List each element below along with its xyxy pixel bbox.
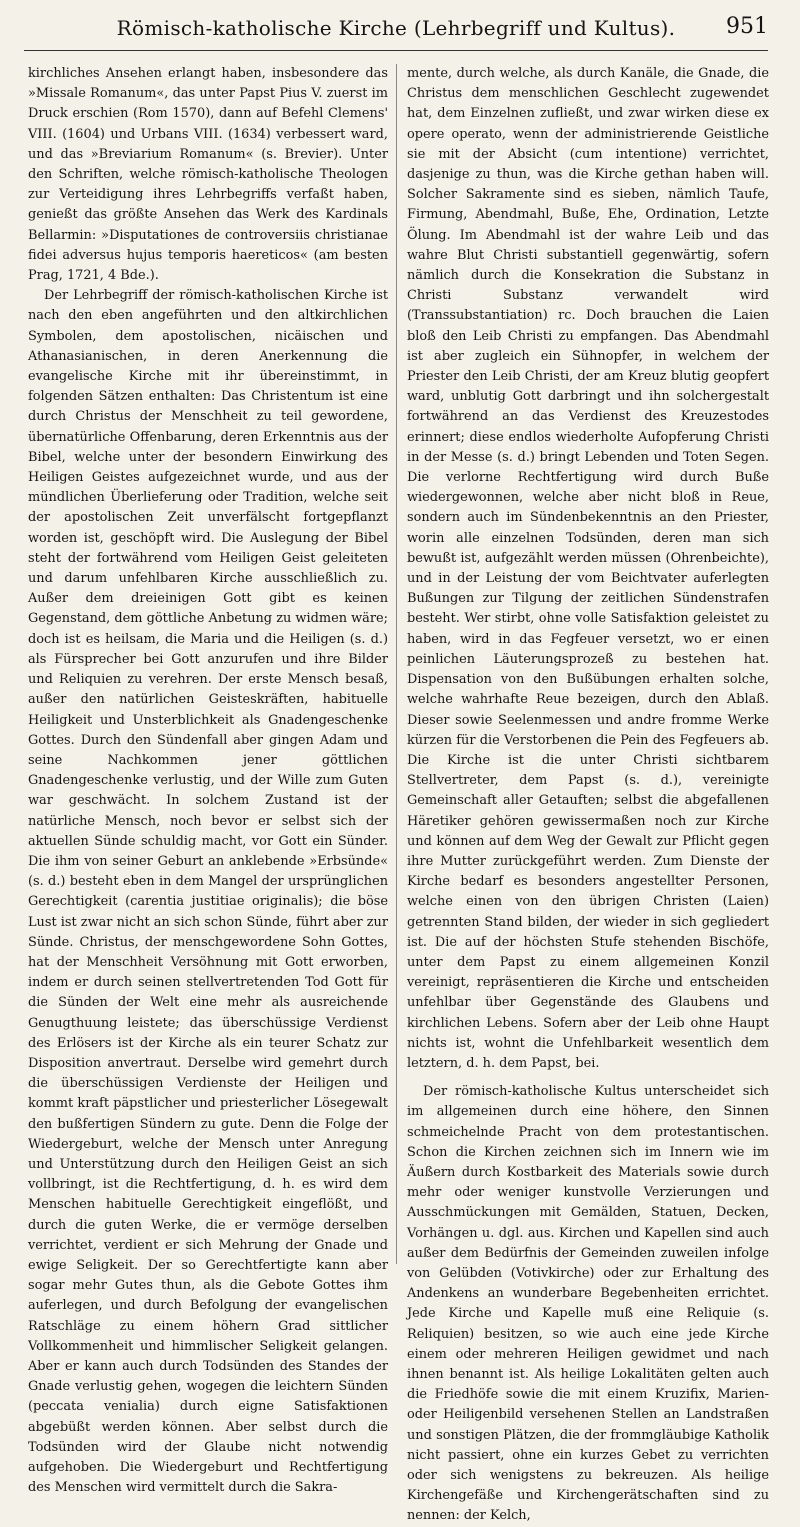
paragraph: Der Lehrbegriff der römisch-katholischen Kirche ist nach den eben angeführten und den altkirchlichen Symbolen, dem apostolischen, nicäischen und Athanasianischen, in deren Anerkennung die evangelische Kirche mit ihr übereinstimmt, in folgenden Sätzen enthalten: Das Christentum ist eine durch Christus der Menschheit zu teil gewordene, übernatürliche Offenbarung, deren Erkenntnis aus der Bibel, welche unter der besondern Einwirkung des Heiligen Geistes aufgezeichnet wurde, und aus der mündlichen Überlieferung oder Tradition, welche seit der apostolischen Zeit unverfälscht fortgepflanzt worden ist, geschöpft wird. Die Auslegung der Bibel steht der fortwährend vom Heiligen Geist geleiteten und darum unfehlbaren Kirche ausschließlich zu. Außer dem dreieinigen Gott gibt es keinen Gegenstand, dem göttliche Anbetung zu widmen wäre; doch ist es heilsam, die Maria und die Heiligen (s. d.) als Fürsprecher bei Gott anzurufen und ihre Bilder und Reliquien zu verehren. Der erste Mensch besaß, außer den natürlichen Geisteskräften, habituelle Heiligkeit und Unsterblichkeit als Gnadengeschenke Gottes. Durch den Sündenfall aber gingen Adam und seine Nachkommen jener göttlichen Gnadengeschenke verlustig, und der Wille zum Guten war geschwächt. In solchem Zustand ist der natürliche Mensch, noch bevor er selbst sich der aktuellen Sünde schuldig macht, vor Gott ein Sünder. Die ihm von seiner Geburt an anklebende »Erbsünde« (s. d.) besteht eben in dem Mangel der ursprünglichen Gerechtigkeit (carentia justitiae originalis); die böse Lust ist zwar nicht an sich schon Sünde, führt aber zur Sünde. Christus, der menschgewordene Sohn Gottes, hat der Menschheit Versöhnung mit Gott erworben, indem er durch seinen stellvertretenden Tod Gott für die Sünden der Welt eine mehr als ausreichende Genugthuung leistete; das überschüssige Verdienst des Erlösers ist der Kirche als ein teurer Schatz zur Disposition anvertraut. Derselbe wird gemehrt durch die überschüssigen Verdienste der Heiligen und kommt kraft päpstlicher und priesterlicher Lösegewalt den bußfertigen Sündern zu gute. Denn die Folge der Wiedergeburt, welche der Mensch unter Anregung und Unterstützung durch den Heiligen Geist an sich vollbringt, ist die Rechtfertigung, d. h. es wird dem Menschen habituelle Gerechtigkeit eingeflößt, und durch die guten Werke, die er vermöge derselben verrichtet, verdient er sich Mehrung der Gnade und ewige Seligkeit. Der so Gerechtfertigte kann aber sogar mehr Gutes thun, als die Gebote Gottes ihm auferlegen, und durch Befolgung der evangelischen Ratschläge zu einem höhern Grad sittlicher Vollkommenheit und himmlischer Seligkeit gelangen. Aber er kann auch durch Todsünden des Standes der Gnade verlustig gehen, wogegen die leichtern Sünden (peccata venialia) durch eigne Satisfaktionen abgebüßt werden können. Aber selbst durch die Todsünden wird der Glaube nicht notwendig aufgehoben. Die Wiedergeburt und Rechtfertigung des Menschen wird vermittelt durch die Sakra- (28, 288, 388, 1496)
running-header (24, 8, 768, 51)
paragraph: kirchliches Ansehen erlangt haben, insbesondere das »Missale Romanum«, das unter Papst Pius V. zuerst im Druck erschien (Rom 1570), dann auf Befehl Clemens' VIII. (1604) und Urbans VIII. (1634) verbessert ward, und das »Breviarium Romanum« (s. Brevier). Unter den Schriften, welche römisch-katholische Theologen zur Verteidigung ihres Lehrbegriffs verfaßt haben, genießt das größte Ansehen das Werk des Kardinals Bellarmin: »Disputationes de controversiis christianae fidei adversus hujus temporis haereticos« (am besten Prag, 1721, 4 Bde.). (28, 66, 388, 284)
page-title: Römisch-katholische Kirche (Lehrbegriff und Kultus). (116, 16, 676, 40)
page-number: 951 (726, 14, 768, 39)
paragraph: mente, durch welche, als durch Kanäle, die Gnade, die Christus dem menschlichen Geschlecht zugewendet hat, dem Einzelnen zufließt, und zwar wirken diese ex opere operato, wenn der administrierende Geistliche sie mit der Absicht (cum intentione) verrichtet, dasjenige zu thun, was die Kirche gethan haben will. Solcher Sakramente sind es sieben, nämlich Taufe, Firmung, Abendmahl, Buße, Ehe, Ordination, Letzte Ölung. Im Abendmahl ist der wahre Leib und das wahre Blut Christi substantiell gegenwärtig, sofern nämlich durch die Konsekration die Substanz in Christi Substanz verwandelt wird (Transsubstantiation) rc. Doch brauchen die Laien bloß den Leib Christi zu empfangen. Das Abendmahl ist aber zugleich ein Sühnopfer, in welchem der Priester den Leib Christi, der am Kreuz blutig geopfert ward, unblutig Gott darbringt und ihn solchergestalt fortwährend an das Verdienst des Kreuzestodes erinnert; diese endlos wiederholte Aufopferung Christi in der Messe (s. d.) bringt Lebenden und Toten Segen. Die verlorne Rechtfertigung wird durch Buße wiedergewonnen, welche aber nicht bloß in Reue, sondern auch im Sündenbekenntnis an den Priester, worin alle einzelnen Todsünden, deren man sich bewußt ist, aufgezählt werden müssen (Ohrenbeichte), und in der Leistung der vom Beichtvater auferlegten Bußungen zur Tilgung der zeitlichen Sündenstrafen besteht. Wer stirbt, ohne volle Satisfaktion geleistet zu haben, wird in das Fegfeuer versetzt, wo er einen peinlichen Läuterungsprozeß zu bestehen hat. Dispensation von den Bußübungen erhalten solche, welche wahrhafte Reue bezeigen, durch den Ablaß. Dieser sowie Seelenmessen und andre fromme Werke kürzen für die Verstorbenen die Pein des Fegfeuers ab. Die Kirche ist die unter Christi sichtbarem Stellvertreter, dem Papst (s. d.), vereinigte Gemeinschaft aller Getauften; selbst die abgefallenen Häretiker gehören gewissermaßen noch zur Kirche und können auf dem Weg der Gewalt zur Pflicht gegen ihre Mutter zurückgeführt werden. Zum Dienste der Kirche bedarf es besonders angestellter Personen, welche einen von den übrigen Christen (Laien) getrennten Stand bilden, der wieder in sich gegliedert ist. Die auf der höchsten Stufe stehenden Bischöfe, unter dem Papst zu einem allgemeinen Konzil vereinigt, repräsentieren die Kirche und entscheiden unfehlbar über Gegenstände des Glaubens und kirchlichen Lebens. Sofern aber der Leib ohne Haupt nichts ist, wohnt die Unfehlbarkeit wesentlich dem letztern, d. h. dem Papst, bei. (407, 66, 769, 1071)
column-divider (396, 64, 397, 1264)
text-column-right (407, 64, 769, 1524)
text-column-left (28, 64, 388, 1496)
paragraph: Der römisch-katholische Kultus unterscheidet sich im allgemeinen durch eine höhere, den Sinnen schmeichelnde Pracht von dem protestantischen. Schon die Kirchen zeichnen sich im Innern wie im Äußern durch Kostbarkeit des Materials sowie durch mehr oder weniger kunstvolle Verzierungen und Ausschmückungen mit Gemälden, Statuen, Decken, Vorhängen u. dgl. aus. Kirchen und Kapellen sind auch außer dem Bedürfnis der Gemeinden zuweilen infolge von Gelübden (Votivkirche) oder zur Erhaltung des Andenkens an wunderbare Begebenheiten errichtet. Jede Kirche und Kapelle muß eine Reliquie (s. Reliquien) besitzen, so wie auch eine jede Kirche einem oder mehreren Heiligen gewidmet und nach ihnen benannt ist. Als heilige Lokalitäten gelten auch die Friedhöfe sowie die mit einem Kruzifix, Marien- oder Heiligenbild versehenen Stellen an Landstraßen und sonstigen Plätzen, die der frommgläubige Katholik nicht passiert, ohne ein kurzes Gebet zu verrichten oder sich wenigstens zu bekreuzen. Als heilige Kirchengefäße und Kirchengerätschaften sind zu nennen: der Kelch, (407, 1084, 769, 1524)
